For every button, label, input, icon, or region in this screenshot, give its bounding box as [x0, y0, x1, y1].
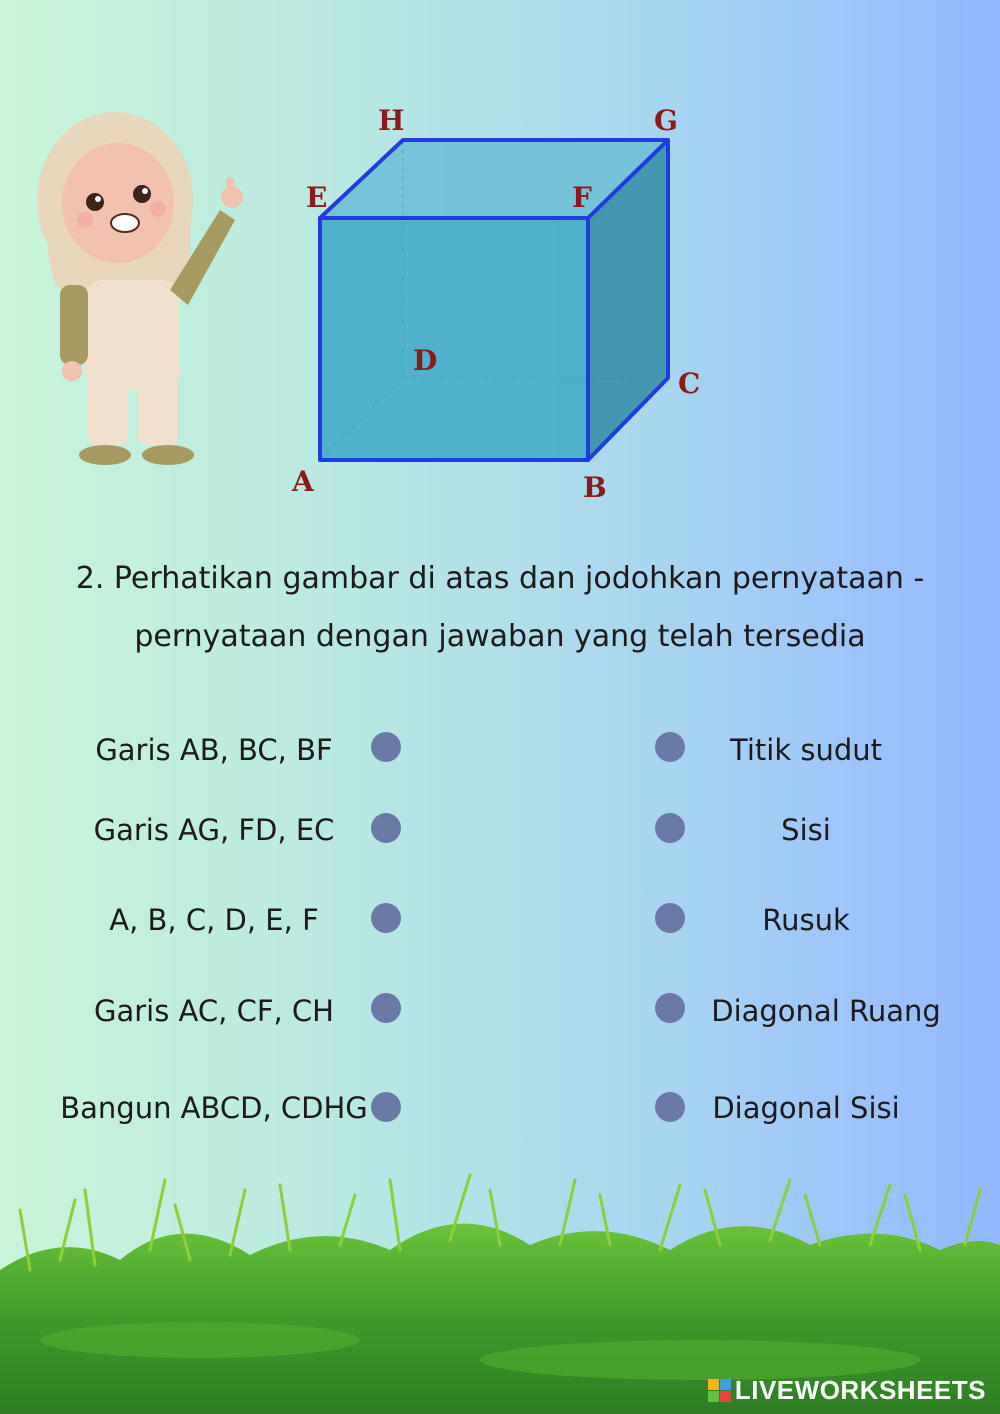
vertex-label-a: A	[292, 465, 314, 498]
vertex-label-h: H	[378, 104, 405, 137]
statement-match-dot-2[interactable]	[371, 813, 401, 843]
cuboid-diagram	[270, 95, 730, 515]
statement-match-dot-4[interactable]	[371, 993, 401, 1023]
statement-label-2: Garis AG, FD, EC	[93, 813, 335, 847]
statement-label-3: A, B, C, D, E, F	[109, 903, 319, 937]
answer-label-4: Diagonal Ruang	[711, 994, 941, 1028]
liveworksheets-brand	[708, 1375, 986, 1406]
vertex-label-b: B	[583, 471, 607, 504]
statement-match-dot-5[interactable]	[371, 1092, 401, 1122]
statement-label-1: Garis AB, BC, BF	[95, 733, 333, 767]
answer-label-2: Sisi	[781, 813, 831, 847]
statement-match-dot-3[interactable]	[371, 903, 401, 933]
vertex-label-c: C	[678, 367, 701, 400]
statement-match-dot-1[interactable]	[371, 732, 401, 762]
brand-text: LIVEWORKSHEETS	[734, 1375, 986, 1405]
answer-match-dot-4[interactable]	[655, 993, 685, 1023]
vertex-label-g: G	[654, 104, 678, 137]
answer-label-1: Titik sudut	[730, 733, 882, 767]
instruction-line-1: 2. Perhatikan gambar di atas dan jodohkan pernyataan -	[75, 561, 925, 596]
vertex-label-f: F	[572, 181, 592, 214]
vertex-label-d: D	[413, 344, 438, 377]
statement-label-4: Garis AC, CF, CH	[94, 994, 334, 1028]
answer-label-5: Diagonal Sisi	[712, 1091, 900, 1125]
instruction-text	[40, 550, 960, 666]
liveworksheets-logo-icon	[708, 1379, 731, 1402]
answer-label-3: Rusuk	[762, 903, 850, 937]
girl-character-illustration	[30, 105, 260, 475]
instruction-line-2: pernyataan dengan jawaban yang telah tersedia	[134, 619, 866, 654]
statement-label-5: Bangun ABCD, CDHG	[60, 1091, 368, 1125]
vertex-label-e: E	[306, 181, 328, 214]
